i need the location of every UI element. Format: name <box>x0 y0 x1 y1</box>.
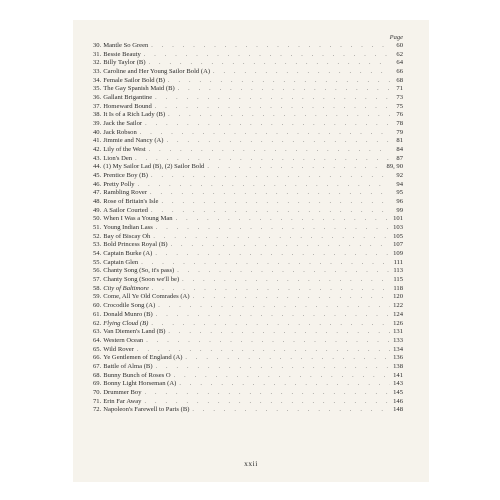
entry-page-number: 105 <box>393 232 403 240</box>
entry-number: 43. <box>93 154 102 162</box>
entry-number: 65. <box>93 345 102 353</box>
entry-page-number: 99 <box>396 206 403 214</box>
entry-title: Jack Robson <box>103 128 137 136</box>
entry-page-number: 107 <box>393 241 403 249</box>
entry-page-number: 122 <box>393 302 403 310</box>
entry-page-number: 115 <box>393 276 403 284</box>
entry-number: 59. <box>93 293 102 301</box>
toc-entry <box>93 389 403 398</box>
entry-page-number: 113 <box>393 267 403 275</box>
toc-entry <box>93 59 403 68</box>
toc-entry <box>93 51 403 60</box>
entry-number: 60. <box>93 302 102 310</box>
dot-leader <box>145 120 390 129</box>
toc-entry <box>93 293 403 302</box>
toc-entry <box>93 155 403 164</box>
entry-title: Battle of Alma (B) <box>103 362 153 370</box>
dot-leader <box>193 293 390 302</box>
entry-title: Bessie Beauty <box>103 50 141 58</box>
dot-leader <box>161 198 390 207</box>
entry-number: 58. <box>93 284 102 292</box>
entry-title: Jack the Sailor <box>103 120 143 128</box>
entry-number: 72. <box>93 406 102 414</box>
entry-page-number: 79 <box>396 128 403 136</box>
toc-entry <box>93 354 403 363</box>
table-of-contents <box>93 42 403 415</box>
entry-page-number: 71 <box>396 85 403 93</box>
entry-page-number: 66 <box>396 68 403 76</box>
entry-number: 55. <box>93 258 102 266</box>
dot-leader <box>167 137 391 146</box>
toc-entry <box>93 346 403 355</box>
entry-number: 34. <box>93 76 102 84</box>
entry-title: Mantle So Green <box>103 42 149 49</box>
toc-entry <box>93 276 403 285</box>
entry-number: 67. <box>93 362 102 370</box>
dot-leader <box>156 363 390 372</box>
dot-leader <box>152 285 390 294</box>
entry-title: Gallant Brigantine <box>103 94 153 102</box>
entry-number: 68. <box>93 371 102 379</box>
dot-leader <box>155 250 390 259</box>
entry-page-number: 94 <box>396 180 403 188</box>
entry-number: 52. <box>93 232 102 240</box>
entry-number: 53. <box>93 241 102 249</box>
toc-entry <box>93 137 403 146</box>
toc-entry <box>93 285 403 294</box>
entry-number: 57. <box>93 276 102 284</box>
toc-entry <box>93 85 403 94</box>
entry-page-number: 138 <box>393 362 403 370</box>
entry-title: Rose of Britain's Isle <box>103 198 159 206</box>
entry-title: Chanty Song (So, it's pass) <box>103 267 175 275</box>
entry-title: Bonny Light Horseman (A) <box>103 380 177 388</box>
dot-leader <box>158 302 390 311</box>
dot-leader <box>151 207 390 216</box>
entry-title: Captain Glen <box>103 258 139 266</box>
entry-number: 46. <box>93 180 102 188</box>
dot-leader <box>149 59 390 68</box>
entry-page-number: 81 <box>396 137 403 145</box>
entry-number: 35. <box>93 85 102 93</box>
entry-page-number: 101 <box>393 215 403 223</box>
entry-title: Flying Cloud (B) <box>103 319 149 327</box>
entry-number: 45. <box>93 172 102 180</box>
toc-entry <box>93 103 403 112</box>
dot-leader <box>138 181 390 190</box>
dot-leader <box>182 276 390 285</box>
entry-number: 64. <box>93 336 102 344</box>
toc-entry <box>93 302 403 311</box>
dot-leader <box>141 259 390 268</box>
toc-entry <box>93 189 403 198</box>
entry-page-number: 95 <box>396 189 403 197</box>
toc-entry <box>93 224 403 233</box>
dot-leader <box>149 146 390 155</box>
entry-page-number: 75 <box>396 102 403 110</box>
toc-entry <box>93 111 403 120</box>
dot-leader <box>144 398 390 407</box>
entry-number: 51. <box>93 224 102 232</box>
toc-entry <box>93 68 403 77</box>
entry-title: Female Sailor Bold (B) <box>103 76 165 84</box>
entry-title: Donald Munro (B) <box>103 310 153 318</box>
entry-number: 48. <box>93 198 102 206</box>
dot-leader <box>185 354 390 363</box>
dot-leader <box>151 42 390 51</box>
entry-page-number: 145 <box>393 388 403 396</box>
toc-entry <box>93 328 403 337</box>
dot-leader <box>137 346 390 355</box>
entry-title: A Sailor Courted <box>103 206 148 214</box>
entry-page-number: 124 <box>393 310 403 318</box>
entry-title: City of Baltimore <box>103 284 149 292</box>
toc-entry <box>93 172 403 181</box>
entry-number: 63. <box>93 328 102 336</box>
entry-page-number: 73 <box>396 94 403 102</box>
entry-title: Lion's Den <box>103 154 133 162</box>
entry-title: Bold Princess Royal (B) <box>103 241 168 249</box>
dot-leader <box>145 389 390 398</box>
toc-entry <box>93 233 403 242</box>
entry-number: 47. <box>93 189 102 197</box>
entry-number: 38. <box>93 111 102 119</box>
dot-leader <box>207 163 383 172</box>
entry-page-number: 84 <box>396 146 403 154</box>
dot-leader <box>168 77 390 86</box>
entry-title: Prentice Boy (B) <box>103 172 148 180</box>
dot-leader <box>140 129 390 138</box>
page-folio: xxii <box>244 459 258 468</box>
entry-page-number: 133 <box>393 336 403 344</box>
entry-title: Crocodile Song (A) <box>103 302 156 310</box>
entry-title: Captain Burke (A) <box>103 250 153 258</box>
entry-title: Ye Gentlemen of England (A) <box>103 354 183 362</box>
entry-number: 44. <box>93 163 102 171</box>
entry-title: Jimmie and Nancy (A) <box>103 137 164 145</box>
dot-leader <box>213 68 390 77</box>
dot-leader <box>144 51 390 60</box>
entry-page-number: 141 <box>393 371 403 379</box>
dot-leader <box>150 189 390 198</box>
book-page <box>73 20 429 482</box>
toc-entry <box>93 241 403 250</box>
toc-entry <box>93 129 403 138</box>
entry-number: 50. <box>93 215 102 223</box>
entry-number: 32. <box>93 59 102 67</box>
entry-page-number: 92 <box>396 172 403 180</box>
entry-number: 49. <box>93 206 102 214</box>
entry-title: The Gay Spanish Maid (B) <box>103 85 175 93</box>
dot-leader <box>146 337 390 346</box>
toc-entry <box>93 198 403 207</box>
entry-title: It Is of a Rich Lady (B) <box>103 111 166 119</box>
toc-entry <box>93 363 403 372</box>
page-column-header: Page <box>389 34 403 41</box>
entry-page-number: 103 <box>393 224 403 232</box>
toc-entry <box>93 207 403 216</box>
dot-leader <box>192 406 390 415</box>
dot-leader <box>174 372 390 381</box>
toc-entry <box>93 181 403 190</box>
entry-page-number: 87 <box>396 154 403 162</box>
entry-page-number: 136 <box>393 354 403 362</box>
entry-title: Bunny Bunch of Roses O <box>103 371 171 379</box>
entry-page-number: 118 <box>393 284 403 292</box>
entry-page-number: 96 <box>396 198 403 206</box>
entry-number: 69. <box>93 380 102 388</box>
entry-title: Bay of Biscay Oh <box>103 232 151 240</box>
dot-leader <box>178 85 390 94</box>
dot-leader <box>151 172 390 181</box>
entry-number: 31. <box>93 50 102 58</box>
entry-title: Rambling Rover <box>103 189 148 197</box>
toc-entry <box>93 146 403 155</box>
entry-title: Napoleon's Farewell to Paris (B) <box>103 406 190 414</box>
dot-leader <box>156 224 390 233</box>
entry-number: 70. <box>93 388 102 396</box>
toc-entry <box>93 380 403 389</box>
entry-number: 61. <box>93 310 102 318</box>
toc-entry <box>93 311 403 320</box>
dot-leader <box>155 94 390 103</box>
entry-title: Young Indian Lass <box>103 224 153 232</box>
entry-number: 40. <box>93 128 102 136</box>
entry-page-number: 109 <box>393 250 403 258</box>
toc-entry <box>93 215 403 224</box>
dot-leader <box>135 155 390 164</box>
entry-page-number: 148 <box>393 406 403 414</box>
entry-number: 66. <box>93 354 102 362</box>
toc-entry <box>93 163 403 172</box>
toc-entry <box>93 337 403 346</box>
entry-page-number: 143 <box>393 380 403 388</box>
dot-leader <box>156 311 390 320</box>
toc-entry <box>93 398 403 407</box>
entry-page-number: 111 <box>393 258 403 266</box>
dot-leader <box>171 241 390 250</box>
entry-page-number: 60 <box>396 42 403 49</box>
entry-title: When I Was a Young Man <box>103 215 173 223</box>
dot-leader <box>177 267 390 276</box>
entry-title: Billy Taylor (B) <box>103 59 146 67</box>
entry-number: 71. <box>93 397 102 405</box>
entry-number: 54. <box>93 250 102 258</box>
entry-page-number: 120 <box>393 293 403 301</box>
entry-title: Drummer Boy <box>103 388 142 396</box>
dot-leader <box>179 380 390 389</box>
entry-title: Homeward Bound <box>103 102 152 110</box>
toc-entry <box>93 42 403 51</box>
entry-title: Lily of the West <box>103 146 146 154</box>
entry-number: 30. <box>93 42 102 49</box>
entry-page-number: 146 <box>393 397 403 405</box>
toc-entry <box>93 267 403 276</box>
entry-title: Wild Rover <box>103 345 134 353</box>
entry-number: 39. <box>93 120 102 128</box>
entry-page-number: 76 <box>396 111 403 119</box>
toc-entry <box>93 372 403 381</box>
toc-entry <box>93 259 403 268</box>
entry-title: Western Ocean <box>103 336 144 344</box>
entry-number: 36. <box>93 94 102 102</box>
entry-title: Erin Far Away <box>103 397 142 405</box>
dot-leader <box>153 233 390 242</box>
entry-page-number: 62 <box>396 50 403 58</box>
toc-entry <box>93 94 403 103</box>
entry-number: 42. <box>93 146 102 154</box>
dot-leader <box>176 215 390 224</box>
dot-leader <box>168 111 390 120</box>
entry-title: Van Diemen's Land (B) <box>103 328 166 336</box>
dot-leader <box>155 103 390 112</box>
entry-title: Pretty Polly <box>103 180 135 188</box>
entry-page-number: 64 <box>396 59 403 67</box>
entry-page-number: 68 <box>396 76 403 84</box>
entry-number: 41. <box>93 137 102 145</box>
entry-page-number: 134 <box>393 345 403 353</box>
toc-entry <box>93 250 403 259</box>
entry-page-number: 126 <box>393 319 403 327</box>
entry-title: Come, All Ye Old Comrades (A) <box>103 293 190 301</box>
entry-page-number: 78 <box>396 120 403 128</box>
entry-number: 33. <box>93 68 102 76</box>
dot-leader <box>151 320 390 329</box>
entry-title: (1) My Sailor Lad (B), (2) Sailor Bold <box>103 163 205 171</box>
entry-page-number: 89, 90 <box>386 163 403 171</box>
dot-leader <box>168 328 390 337</box>
toc-entry <box>93 120 403 129</box>
entry-title: Caroline and Her Young Sailor Bold (A) <box>103 68 211 76</box>
entry-page-number: 131 <box>393 328 403 336</box>
entry-title: Chanty Song (Soon we'll be) <box>103 276 180 284</box>
toc-entry <box>93 77 403 86</box>
entry-number: 62. <box>93 319 102 327</box>
entry-number: 56. <box>93 267 102 275</box>
toc-entry <box>93 320 403 329</box>
entry-number: 37. <box>93 102 102 110</box>
toc-entry <box>93 406 403 415</box>
